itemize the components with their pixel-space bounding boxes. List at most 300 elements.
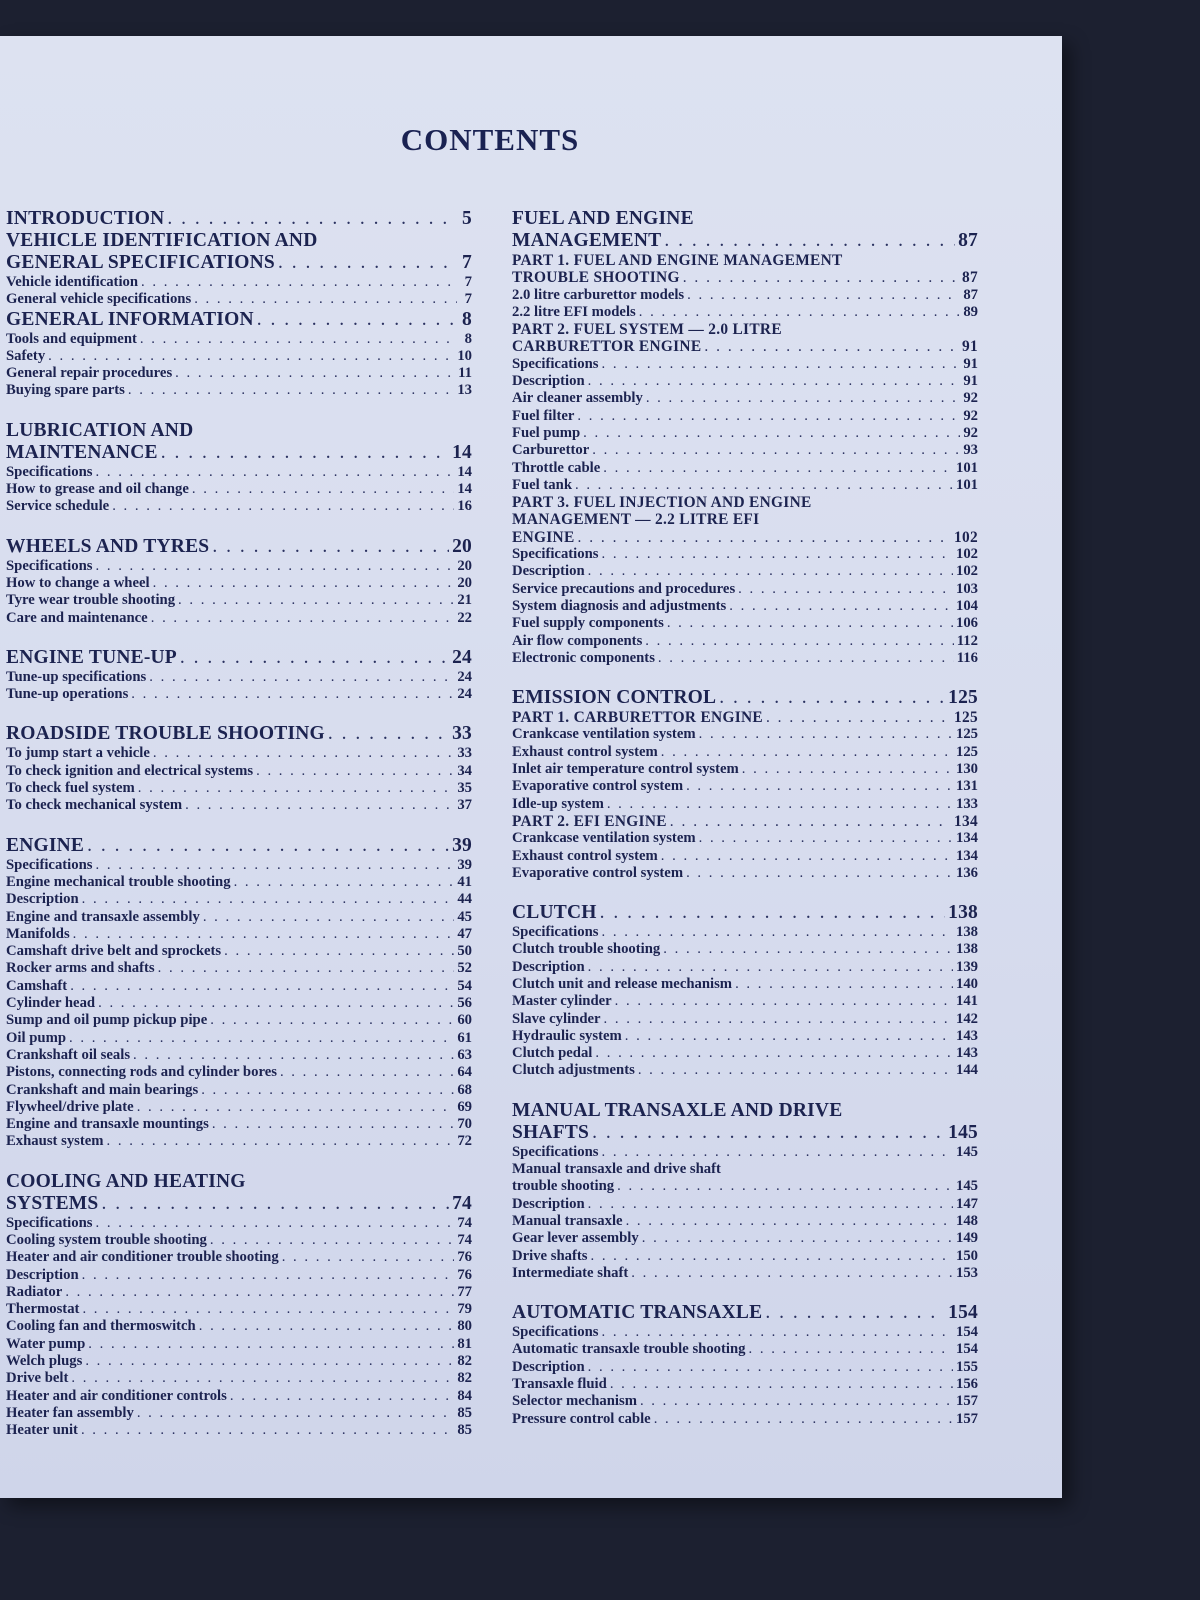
dot-leader	[602, 924, 953, 941]
toc-entry	[512, 941, 978, 958]
toc-entry	[512, 1062, 978, 1079]
toc-entry	[512, 1196, 978, 1213]
toc-entry-title: Gear lever assembly	[512, 1230, 639, 1247]
toc-page-number: 63	[457, 1046, 472, 1063]
toc-entry-title: Engine and transaxle assembly	[6, 908, 200, 925]
toc-page-number: 56	[457, 995, 472, 1012]
toc-entry	[6, 1267, 472, 1284]
toc-page-number: 102	[955, 546, 978, 563]
toc-page-number: 154	[948, 1302, 978, 1324]
toc-section-heading	[6, 835, 472, 857]
dot-leader	[742, 761, 953, 778]
dot-leader	[201, 1082, 454, 1099]
toc-page-number: 103	[955, 580, 978, 597]
toc-subheading	[512, 709, 978, 726]
toc-entry-title: Transaxle fluid	[512, 1376, 607, 1393]
toc-entry-title: Specifications	[6, 557, 93, 574]
toc-section-heading	[6, 420, 472, 442]
toc-page-number: 68	[457, 1081, 472, 1098]
toc-page-number: 104	[955, 597, 978, 614]
toc-page-number: 138	[955, 924, 978, 941]
dot-leader	[137, 1099, 455, 1116]
toc-page-number: 82	[457, 1353, 472, 1370]
toc-entry-title: Specifications	[512, 1143, 599, 1160]
toc-section-heading	[6, 536, 472, 558]
dot-leader	[278, 252, 457, 274]
toc-subheading	[512, 321, 978, 338]
dot-leader	[65, 1284, 454, 1301]
dot-leader	[670, 813, 951, 830]
toc-page-number: 92	[963, 390, 978, 407]
toc-page-number: 85	[457, 1404, 472, 1421]
dot-leader	[749, 1341, 953, 1358]
toc-section	[6, 208, 472, 400]
dot-leader	[88, 1336, 454, 1353]
dot-leader	[602, 1324, 953, 1341]
dot-leader	[661, 744, 953, 761]
toc-page-number: 74	[457, 1231, 472, 1248]
toc-page-number: 134	[955, 847, 978, 864]
toc-page-number: 133	[955, 795, 978, 812]
toc-entry	[6, 1336, 472, 1353]
toc-entry-title: Flywheel/drive plate	[6, 1098, 134, 1115]
toc-page-number: 7	[464, 274, 472, 290]
dot-leader	[687, 287, 960, 304]
toc-entry-title: TROUBLE SHOOTING	[512, 269, 680, 287]
toc-entry-title: PART 1. CARBURETTOR ENGINE	[512, 709, 763, 727]
toc-entry	[6, 1064, 472, 1081]
toc-page-number: 24	[457, 686, 472, 703]
dot-leader	[151, 610, 455, 627]
dot-leader	[615, 993, 953, 1010]
toc-entry-title: PART 3. FUEL INJECTION AND ENGINE	[512, 494, 812, 512]
toc-entry	[512, 546, 978, 563]
dot-leader	[203, 909, 454, 926]
toc-subheading	[512, 252, 978, 269]
toc-page-number: 143	[955, 1045, 978, 1062]
toc-entry-title: AUTOMATIC TRANSAXLE	[512, 1302, 763, 1324]
toc-entry-title: Heater fan assembly	[6, 1404, 134, 1421]
toc-page-number: 91	[962, 338, 978, 356]
dot-leader	[82, 1301, 454, 1318]
toc-entry-title: PART 2. FUEL SYSTEM — 2.0 LITRE	[512, 321, 782, 339]
toc-entry	[6, 1370, 472, 1387]
toc-entry-title: Carburettor	[512, 442, 590, 459]
toc-entry-title: To check mechanical system	[6, 797, 183, 814]
toc-entry-title: Electronic components	[512, 649, 655, 666]
toc-entry	[6, 780, 472, 797]
dot-leader	[224, 943, 454, 960]
toc-page-number: 22	[457, 609, 472, 626]
toc-entry	[6, 857, 472, 874]
toc-entry-title: Cylinder head	[6, 995, 96, 1012]
toc-entry	[6, 978, 472, 995]
dot-leader	[210, 1012, 454, 1029]
dot-leader	[667, 615, 953, 632]
toc-page-number: 138	[955, 941, 978, 958]
toc-entry-title: ROADSIDE TROUBLE SHOOTING	[6, 723, 325, 745]
dot-leader	[602, 1144, 953, 1161]
dot-leader	[69, 1030, 454, 1047]
toc-page-number: 64	[457, 1064, 472, 1081]
toc-entry	[6, 1318, 472, 1335]
toc-entry	[6, 575, 472, 592]
dot-leader	[153, 575, 455, 592]
toc-entry-title: Camshaft	[6, 977, 68, 994]
toc-entry-title: Drive belt	[6, 1370, 69, 1387]
toc-entry	[6, 1133, 472, 1150]
dot-leader	[588, 1359, 953, 1376]
toc-section	[512, 1302, 978, 1428]
toc-entry	[6, 1284, 472, 1301]
toc-entry-title: PART 1. FUEL AND ENGINE MANAGEMENT	[512, 252, 843, 269]
toc-entry-title: Engine and transaxle mountings	[6, 1116, 209, 1133]
toc-entry-title: CLUTCH	[512, 902, 597, 924]
toc-page-number: 10	[457, 347, 472, 364]
toc-page-number: 112	[956, 632, 978, 649]
toc-page-number: 125	[948, 687, 978, 709]
toc-section-heading	[512, 687, 978, 709]
toc-entry-title: Crankshaft oil seals	[6, 1046, 131, 1063]
dot-leader	[577, 408, 960, 425]
toc-entry-title: Manual transaxle and drive shaft	[512, 1161, 721, 1178]
toc-page-number: 74	[452, 1192, 472, 1214]
toc-entry-title: WHEELS AND TYRES	[6, 535, 210, 557]
toc-section-heading	[6, 647, 472, 669]
toc-section-heading	[512, 1302, 978, 1324]
toc-page-number: 145	[948, 1121, 978, 1143]
toc-entry-title: Description	[512, 563, 585, 580]
toc-entry	[512, 356, 978, 373]
toc-page-number: 154	[955, 1341, 978, 1358]
dot-leader	[590, 1248, 953, 1265]
dot-leader	[729, 598, 953, 615]
dot-leader	[735, 976, 953, 993]
toc-entry-title: Radiator	[6, 1283, 63, 1300]
dot-leader	[699, 726, 953, 743]
dot-leader	[96, 558, 455, 575]
toc-page-number: 131	[955, 778, 978, 795]
toc-entry-title: Fuel pump	[512, 424, 581, 441]
toc-entry-title: Clutch pedal	[512, 1045, 593, 1062]
toc-page-number: 33	[452, 723, 472, 745]
toc-entry-title: Specifications	[6, 856, 93, 873]
toc-entry-title: Fuel supply components	[512, 615, 664, 632]
dot-leader	[138, 780, 455, 797]
toc-entry	[512, 1028, 978, 1045]
toc-entry	[512, 1248, 978, 1265]
toc-page-number: 116	[956, 649, 978, 666]
toc-page-number: 14	[452, 441, 472, 463]
toc-section-heading	[6, 252, 472, 274]
toc-entry	[512, 976, 978, 993]
dot-leader	[639, 304, 961, 321]
dot-leader	[73, 926, 455, 943]
toc-page-number: 39	[457, 856, 472, 873]
toc-subheading	[512, 269, 978, 286]
toc-entry	[512, 993, 978, 1010]
toc-entry	[512, 287, 978, 304]
toc-page-number: 16	[457, 498, 472, 515]
toc-page-number: 157	[955, 1410, 978, 1427]
toc-entry-title: Drive shafts	[512, 1247, 588, 1264]
toc-page-number: 91	[963, 373, 978, 390]
toc-page-number: 81	[457, 1335, 472, 1352]
toc-page-number: 87	[958, 230, 978, 251]
toc-entry-title: Sump and oil pump pickup pipe	[6, 1012, 208, 1029]
toc-entry-title: Tune-up specifications	[6, 668, 147, 685]
toc-entry	[512, 865, 978, 882]
dot-leader	[185, 797, 454, 814]
toc-section-heading	[512, 230, 978, 252]
toc-entry-title: ENGINE	[6, 834, 85, 856]
toc-entry-title: 2.0 litre carburettor models	[512, 286, 685, 303]
toc-entry-title: Engine mechanical trouble shooting	[6, 873, 231, 890]
dot-leader	[137, 1405, 454, 1422]
toc-entry	[512, 1011, 978, 1028]
toc-page-number: 20	[457, 574, 472, 591]
toc-entry	[512, 796, 978, 813]
toc-entry-title: MANAGEMENT	[512, 230, 662, 251]
dot-leader	[96, 857, 455, 874]
toc-entry-title: Exhaust control system	[512, 847, 658, 864]
toc-page-number: 39	[452, 834, 472, 856]
toc-section	[512, 1100, 978, 1282]
dot-leader	[153, 745, 454, 762]
toc-entry	[6, 1249, 472, 1266]
toc-page-number: 92	[963, 407, 978, 424]
toc-page-number: 50	[457, 943, 472, 960]
toc-entry-title: Welch plugs	[6, 1353, 83, 1370]
dot-leader	[592, 442, 960, 459]
toc-page-number: 24	[452, 646, 472, 668]
toc-entry-title: Specifications	[512, 355, 599, 372]
dot-leader	[257, 309, 457, 331]
toc-section	[6, 647, 472, 704]
toc-page-number: 72	[457, 1133, 472, 1150]
toc-page-number: 154	[955, 1324, 978, 1341]
toc-entry-title: Camshaft drive belt and sprockets	[6, 943, 222, 960]
toc-entry	[6, 291, 472, 308]
toc-entry	[6, 382, 472, 399]
toc-page-number: 24	[457, 668, 472, 685]
toc-entry-title: Intermediate shaft	[512, 1264, 629, 1281]
toc-section	[512, 902, 978, 1080]
toc-entry-title: General vehicle specifications	[6, 291, 192, 308]
toc-entry	[6, 1082, 472, 1099]
dot-leader	[131, 686, 454, 703]
toc-entry-title: Safety	[6, 347, 46, 364]
dot-leader	[212, 536, 449, 558]
toc-entry-title: INTRODUCTION	[6, 208, 165, 229]
toc-page-number: 145	[955, 1178, 978, 1195]
toc-entry-title: How to change a wheel	[6, 574, 150, 591]
toc-page-number: 8	[462, 308, 472, 330]
toc-entry	[6, 995, 472, 1012]
toc-entry-title: To check fuel system	[6, 780, 135, 797]
toc-entry	[512, 1359, 978, 1376]
toc-section-heading	[512, 1122, 978, 1144]
toc-entry	[6, 1301, 472, 1318]
toc-page-number: 155	[955, 1358, 978, 1375]
toc-page-number: 92	[963, 424, 978, 441]
toc-entry	[512, 924, 978, 941]
toc-entry	[512, 650, 978, 667]
toc-entry-title: Description	[512, 958, 585, 975]
toc-entry	[512, 1324, 978, 1341]
toc-entry-title: Clutch unit and release mechanism	[512, 975, 733, 992]
toc-page-number: 37	[457, 797, 472, 814]
toc-section-heading	[512, 208, 978, 230]
toc-entry-title: ENGINE	[512, 528, 575, 546]
page-title: CONTENTS	[400, 122, 580, 157]
dot-leader	[98, 995, 454, 1012]
toc-page-number: 82	[457, 1370, 472, 1387]
dot-leader	[602, 356, 961, 373]
toc-entry-title: PART 2. EFI ENGINE	[512, 812, 667, 830]
toc-entry-title: Evaporative control system	[512, 864, 684, 881]
dot-leader	[101, 1193, 449, 1215]
toc-entry-title: Tyre wear trouble shooting	[6, 592, 176, 609]
toc-entry	[6, 610, 472, 627]
toc-entry-title: CARBURETTOR ENGINE	[512, 338, 702, 356]
toc-entry-title: MANUAL TRANSAXLE AND DRIVE	[512, 1099, 843, 1121]
toc-entry-title: Specifications	[6, 1214, 93, 1231]
toc-entry-title: To jump start a vehicle	[6, 745, 150, 762]
toc-section-heading	[6, 1171, 472, 1193]
toc-entry	[6, 365, 472, 382]
toc-page-number: 89	[963, 303, 978, 320]
dot-leader	[194, 291, 457, 308]
toc-page-number: 143	[955, 1027, 978, 1044]
dot-leader	[96, 464, 455, 481]
toc-entry-title: Heater unit	[6, 1422, 78, 1439]
toc-entry-title: COOLING AND HEATING	[6, 1170, 246, 1192]
toc-entry	[512, 761, 978, 778]
toc-page-number: 8	[464, 330, 472, 347]
toc-entry-title: To check ignition and electrical systems	[6, 762, 254, 779]
dot-leader	[85, 1353, 454, 1370]
dot-leader	[133, 1047, 454, 1064]
toc-page-number: 156	[955, 1376, 978, 1393]
toc-entry	[512, 1376, 978, 1393]
dot-leader	[96, 1215, 455, 1232]
toc-entry-title: Thermostat	[6, 1301, 80, 1318]
toc-page-number: 41	[457, 873, 472, 890]
toc-page-number: 148	[955, 1212, 978, 1229]
dot-leader	[607, 796, 953, 813]
toc-entry	[6, 1116, 472, 1133]
dot-leader	[765, 1302, 945, 1324]
toc-page-number: 153	[955, 1264, 978, 1281]
toc-page-number: 136	[955, 864, 978, 881]
toc-entry	[512, 598, 978, 615]
toc-page-number: 125	[955, 743, 978, 760]
dot-leader	[167, 208, 457, 230]
toc-entry-title: Oil pump	[6, 1029, 66, 1046]
toc-page-number: 20	[452, 535, 472, 557]
toc-entry	[512, 425, 978, 442]
toc-entry	[512, 1213, 978, 1230]
dot-leader	[631, 1265, 953, 1282]
toc-section	[6, 536, 472, 627]
toc-entry	[6, 464, 472, 481]
dot-leader	[588, 563, 953, 580]
toc-page-number: 84	[457, 1387, 472, 1404]
dot-leader	[661, 848, 953, 865]
toc-section-heading	[6, 230, 472, 252]
toc-page-number: 76	[457, 1249, 472, 1266]
dot-leader	[704, 338, 959, 355]
toc-entry-title: Specifications	[512, 1324, 599, 1341]
dot-leader	[588, 373, 961, 390]
toc-page-number: 77	[457, 1283, 472, 1300]
toc-page-number: 140	[955, 975, 978, 992]
dot-leader	[178, 592, 454, 609]
toc-section	[6, 1171, 472, 1440]
toc-entry-title: Inlet air temperature control system	[512, 761, 739, 778]
toc-entry	[6, 943, 472, 960]
dot-leader	[230, 1388, 454, 1405]
toc-page-number: 141	[955, 993, 978, 1010]
toc-page-number: 130	[955, 761, 978, 778]
toc-column-right	[512, 208, 978, 1448]
dot-leader	[663, 941, 953, 958]
toc-entry	[6, 1030, 472, 1047]
toc-section-heading	[6, 723, 472, 745]
dot-leader	[625, 1028, 953, 1045]
toc-entry	[6, 498, 472, 515]
toc-column-left	[6, 208, 472, 1460]
toc-page-number: 125	[954, 709, 978, 727]
dot-leader	[107, 1133, 455, 1150]
toc-entry-title: Heater and air conditioner controls	[6, 1387, 227, 1404]
toc-entry-title: Rocker arms and shafts	[6, 960, 155, 977]
toc-entry-title: Fuel tank	[512, 476, 572, 493]
toc-entry	[512, 408, 978, 425]
dot-leader	[112, 498, 454, 515]
toc-entry	[6, 481, 472, 498]
toc-entry	[6, 909, 472, 926]
dot-leader	[128, 382, 454, 399]
toc-entry	[512, 633, 978, 650]
dot-leader	[328, 723, 449, 745]
dot-leader	[588, 1196, 953, 1213]
toc-entry-title: Pistons, connecting rods and cylinder bores	[6, 1064, 277, 1081]
toc-entry-title: General repair procedures	[6, 365, 173, 382]
dot-leader	[610, 1376, 953, 1393]
toc-entry-title: Cooling system trouble shooting	[6, 1231, 207, 1248]
toc-entry	[512, 726, 978, 743]
toc-entry	[6, 558, 472, 575]
toc-entry	[6, 763, 472, 780]
toc-page-number: 139	[955, 958, 978, 975]
dot-leader	[602, 546, 953, 563]
toc-page-number: 33	[457, 745, 472, 762]
dot-leader	[81, 1422, 454, 1439]
toc-page-number: 87	[962, 269, 978, 287]
dot-leader	[82, 891, 455, 908]
toc-section	[6, 723, 472, 814]
toc-entry	[512, 615, 978, 632]
toc-page-number: 44	[457, 891, 472, 908]
toc-entry-title: Crankcase ventilation system	[512, 830, 696, 847]
toc-entry	[512, 848, 978, 865]
toc-entry	[6, 960, 472, 977]
toc-entry	[512, 373, 978, 390]
toc-section	[512, 687, 978, 882]
toc-entry-title: MAINTENANCE	[6, 441, 158, 463]
